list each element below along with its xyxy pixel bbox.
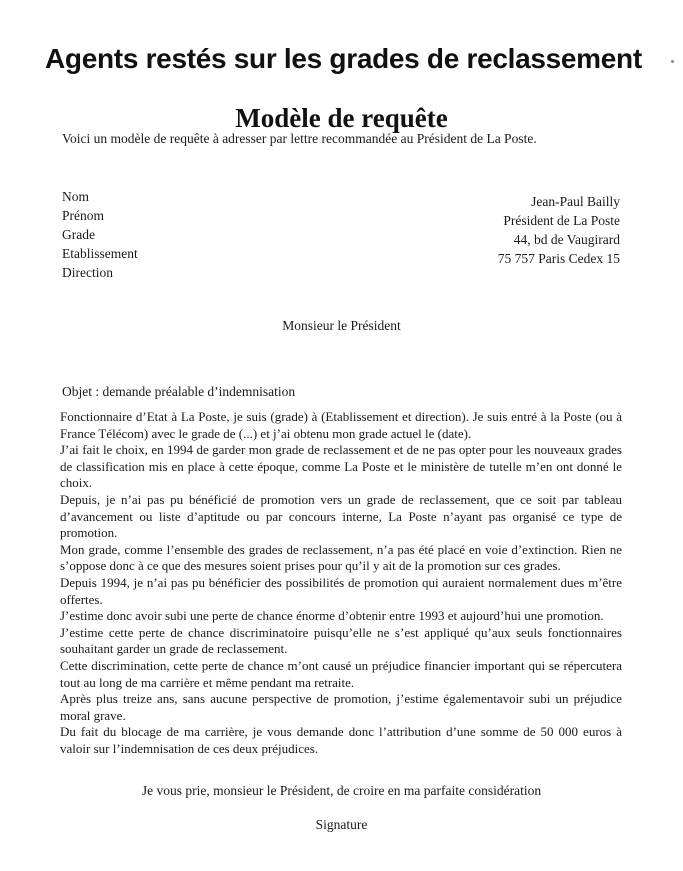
- closing-line: Je vous prie, monsieur le Président, de croire en ma parfaite considération: [141, 783, 542, 798]
- sender-field-prenom: Prénom: [62, 208, 104, 223]
- scan-speck-artifact: [671, 60, 674, 63]
- body-paragraph: Fonctionnaire d’Etat à La Poste, je suis (grade) à (Etablissement et direction). Je suis entré à la Poste (ou à France Télécom) avec le grade de (...) et j’ai obtenu mon grade actuel le (date).: [60, 409, 622, 441]
- sender-field-etablissement: Etablissement: [62, 246, 138, 261]
- sender-field-direction: Direction: [62, 265, 113, 280]
- recipient-role: Président de La Poste: [503, 213, 620, 228]
- body-paragraph: Depuis, je n’ai pas pu bénéficié de promotion vers un grade de reclassement, que ce soit par tableau d’avancement ou liste d’aptitude ou par concours interne, La Poste n’ayant pas organisé ce type de promotion.: [60, 491, 622, 541]
- document-subtitle: Modèle de requête: [235, 103, 448, 134]
- sender-field-nom: Nom: [62, 189, 89, 204]
- body-paragraph: J’estime cette perte de chance discriminatoire puisqu’elle ne s’est appliqué qu’aux seuls fonctionnaires souhaitant garder un grade de reclassement.: [60, 624, 622, 657]
- recipient-address-block: [498, 192, 620, 268]
- letter-body: [60, 409, 622, 757]
- recipient-name: Jean-Paul Bailly: [531, 194, 620, 209]
- body-paragraph: J’ai fait le choix, en 1994 de garder mon grade de reclassement et de ne pas opter pour les nouveaux grades de classification mis en place à cette époque, comme La Poste et le ministère de tutelle m’en ont donné le choix.: [60, 442, 622, 491]
- sender-fields-block: [62, 187, 138, 282]
- signature-label: Signature: [315, 817, 368, 832]
- recipient-street: 44, bd de Vaugirard: [513, 232, 620, 247]
- sender-field-grade: Grade: [62, 227, 95, 242]
- body-paragraph: Depuis 1994, je n’ai pas pu bénéficier des possibilités de promotion qui auraient normalement dues m’être offertes.: [60, 574, 622, 607]
- body-paragraph: Cette discrimination, cette perte de chance m’ont causé un préjudice financier important qui se répercutera tout au long de ma carrière et même pendant ma retraite.: [60, 657, 622, 690]
- recipient-city: 75 757 Paris Cedex 15: [497, 251, 620, 266]
- salutation: Monsieur le Président: [282, 318, 401, 333]
- page-title: Agents restés sur les grades de reclassement: [45, 42, 642, 74]
- subject-line: Objet : demande préalable d’indemnisation: [62, 384, 296, 399]
- intro-text: Voici un modèle de requête à adresser par lettre recommandée au Président de La Poste.: [62, 131, 537, 146]
- body-paragraph: Du fait du blocage de ma carrière, je vous demande donc l’attribution d’une somme de 50 000 euros à valoir sur l’indemnisation de ces deux préjudices.: [60, 724, 622, 756]
- body-paragraph: Après plus treize ans, sans aucune perspective de promotion, j’estime égalementavoir subi un préjudice moral grave.: [60, 691, 622, 723]
- body-paragraph: Mon grade, comme l’ensemble des grades de reclassement, n’a pas été placé en voie d’extinction. Rien ne s’oppose donc à ce que des mesures soient prises pour qu’il y ait de la promotion sur ces grades.: [60, 541, 622, 574]
- body-paragraph: J’estime donc avoir subi une perte de chance énorme d’obtenir entre 1993 et aujourd’hui une promotion.: [60, 608, 604, 624]
